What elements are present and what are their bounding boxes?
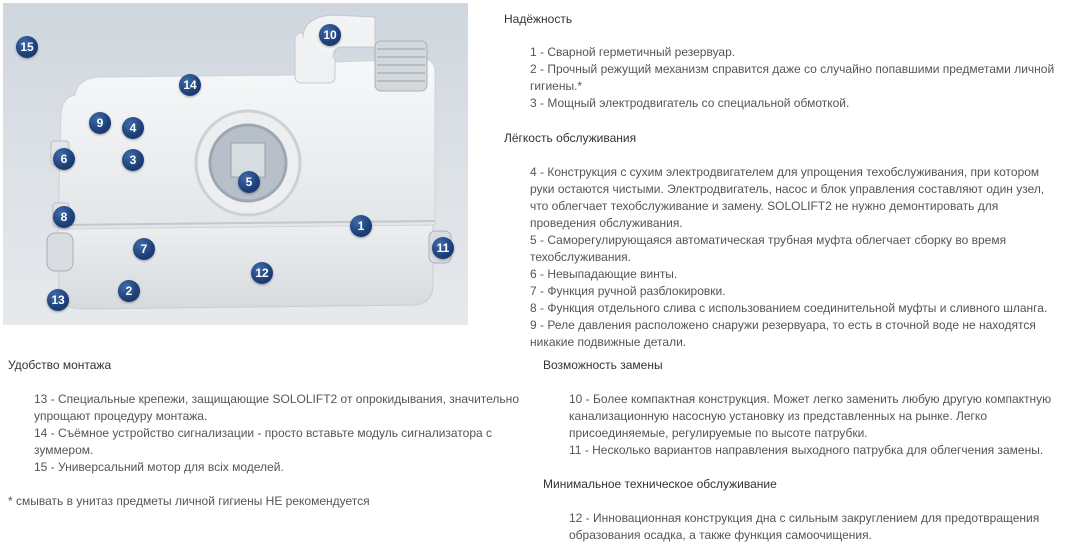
marker-11: 11 bbox=[432, 237, 454, 259]
marker-7: 7 bbox=[133, 238, 155, 260]
installation-heading: Удобство монтажа bbox=[8, 358, 112, 372]
replacement-list bbox=[569, 391, 1061, 459]
min-maintenance-list bbox=[569, 510, 1061, 544]
marker-1: 1 bbox=[350, 215, 372, 237]
replacement-heading: Возможность замены bbox=[543, 358, 663, 372]
marker-8: 8 bbox=[53, 206, 75, 228]
marker-10: 10 bbox=[319, 24, 341, 46]
installation-item-14: 14 - Съёмное устройство сигнализации - просто вставьте модуль сигнализатора с зуммером. bbox=[34, 426, 493, 457]
marker-12: 12 bbox=[251, 262, 273, 284]
installation-list bbox=[34, 391, 534, 476]
reliability-item-1: 1 - Сварной герметичный резервуар. bbox=[530, 45, 736, 59]
marker-13: 13 bbox=[47, 289, 69, 311]
maintenance-item-8: 8 - Функция отдельного слива с использованием соединительной муфты и сливного шланга. bbox=[530, 301, 1048, 315]
replacement-item-10: 10 - Более компактная конструкция. Может легко заменить любую другую компактную канализационную насосную установку из представленных на рынке. Легко присоединяемые, регулируемые по высоте патрубки. bbox=[569, 392, 1052, 440]
marker-6: 6 bbox=[53, 148, 75, 170]
replacement-item-11: 11 - Несколько вариантов направления выходного патрубка для облегчения замены. bbox=[569, 443, 1044, 457]
maintenance-item-6: 6 - Невыпадающие винты. bbox=[530, 267, 678, 281]
maintenance-item-9: 9 - Реле давления расположено снаружи резервуара, то есть в сточной воде не находятся никакие подвижные детали. bbox=[530, 318, 1036, 349]
maintenance-item-5: 5 - Саморегулирующаяся автоматическая трубная муфта облегчает сборку во время техобслуживания. bbox=[530, 233, 1007, 264]
reliability-heading: Надёжность bbox=[504, 12, 573, 26]
marker-9: 9 bbox=[89, 112, 111, 134]
installation-item-15: 15 - Универсальний мотор для всiх моделей. bbox=[34, 460, 284, 474]
marker-3: 3 bbox=[122, 149, 144, 171]
reliability-item-3: 3 - Мощный электродвигатель со специальной обмоткой. bbox=[530, 96, 850, 110]
marker-15: 15 bbox=[16, 36, 38, 58]
marker-5: 5 bbox=[238, 171, 260, 193]
footnote: * смывать в унитаз предметы личной гигиены НЕ рекомендуется bbox=[8, 494, 370, 508]
maintenance-ease-heading: Лёгкость обслуживания bbox=[504, 131, 637, 145]
product-image bbox=[3, 3, 468, 325]
maintenance-item-7: 7 - Функция ручной разблокировки. bbox=[530, 284, 726, 298]
maintenance-item-4: 4 - Конструкция с сухим электродвигателем для упрощения техобслуживания, при котором руки остаются чистыми. Электродвигатель, насос и блок управления составляют один узел, что облегчает техобслуживание и замену. SOLOLIFT2 не нужно демонтировать для проведения обслуживания. bbox=[530, 165, 1045, 230]
min-maintenance-heading: Минимальное техническое обслуживание bbox=[543, 477, 777, 491]
maintenance-ease-list bbox=[530, 164, 1060, 351]
marker-14: 14 bbox=[179, 74, 201, 96]
installation-item-13: 13 - Специальные крепежи, защищающие SOLOLIFT2 от опрокидывания, значительно упрощают процедуру монтажа. bbox=[34, 392, 519, 423]
min-maintenance-item-12: 12 - Инновационная конструкция дна с сильным закруглением для предотвращения образования осадка, а также функция самоочищения. bbox=[569, 511, 1040, 542]
marker-4: 4 bbox=[122, 117, 144, 139]
reliability-list bbox=[530, 44, 1060, 112]
reliability-item-2: 2 - Прочный режущий механизм справится даже со случайно попавшими предметами личной гигиены.* bbox=[530, 62, 1055, 93]
marker-2: 2 bbox=[118, 280, 140, 302]
